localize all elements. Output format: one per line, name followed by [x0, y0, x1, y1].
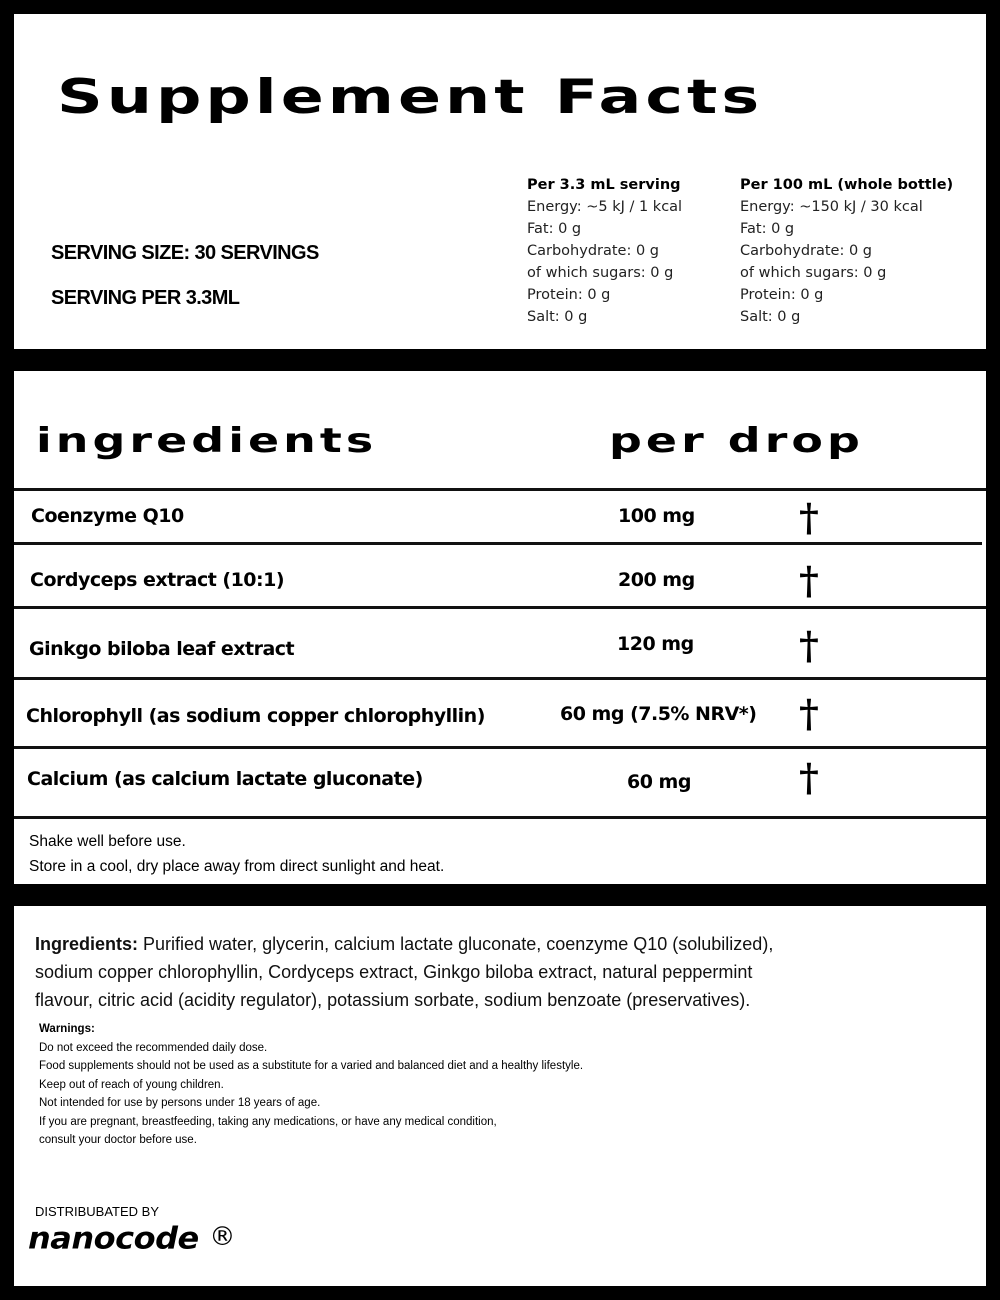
ingredients-table-panel — [14, 371, 986, 884]
dagger-icon: † — [799, 558, 819, 603]
ingredient-name: Cordyceps extract (10:1) — [30, 569, 285, 591]
nutrition-line: of which sugars: 0 g — [740, 265, 887, 281]
dagger-icon: † — [799, 623, 819, 668]
divider — [14, 816, 986, 819]
ingredient-name: Ginkgo biloba leaf extract — [29, 638, 295, 660]
warning-line: Food supplements should not be used as a substitute for a varied and balanced diet and a healthy lifestyle. — [39, 1060, 584, 1072]
warning-line: Do not exceed the recommended daily dose. — [39, 1041, 268, 1054]
col-per-drop: per drop — [609, 421, 864, 461]
dagger-icon: † — [799, 755, 819, 800]
nutrition-per-bottle — [740, 174, 953, 328]
ingredient-name: Calcium (as calcium lactate gluconate) — [27, 768, 423, 790]
warnings — [39, 1020, 583, 1150]
nutrition-heading: Per 3.3 mL serving — [527, 177, 681, 193]
nutrition-line: Carbohydrate: 0 g — [527, 243, 660, 259]
note-line: Shake well before use. — [29, 833, 186, 850]
registered-icon: ® — [209, 1222, 235, 1252]
divider — [14, 488, 986, 491]
ingredient-amount: 120 mg — [617, 633, 694, 655]
warning-line: Not intended for use by persons under 18 years of age. — [39, 1097, 321, 1109]
nutrition-per-serving — [527, 174, 682, 328]
nutrition-line: Protein: 0 g — [527, 287, 611, 303]
note-line: Store in a cool, dry place away from direct sunlight and heat. — [29, 858, 445, 875]
warnings-label: Warnings: — [39, 1023, 95, 1035]
ingredients-line: flavour, citric acid (acidity regulator), potassium sorbate, sodium benzoate (preservatives). — [35, 990, 751, 1010]
nutrition-line: Energy: ~150 kJ / 30 kcal — [740, 199, 923, 215]
ingredients-text — [35, 930, 773, 1014]
ingredients-line: sodium copper chlorophyllin, Cordyceps extract, Ginkgo biloba extract, natural peppermint — [35, 962, 753, 982]
dagger-icon: † — [799, 691, 819, 736]
nutrition-line: Protein: 0 g — [740, 287, 824, 303]
ingredients-line: Purified water, glycerin, calcium lactate gluconate, coenzyme Q10 (solubilized), — [138, 934, 774, 954]
ingredient-amount: 60 mg — [627, 771, 691, 793]
nutrition-heading: Per 100 mL (whole bottle) — [740, 177, 954, 193]
nutrition-line: of which sugars: 0 g — [527, 265, 674, 281]
ingredient-name: Coenzyme Q10 — [31, 505, 184, 527]
warning-line: consult your doctor before use. — [39, 1134, 197, 1146]
serving-per: SERVING PER 3.3ML — [51, 287, 240, 309]
distributed-by: DISTRIBUBATED BY — [35, 1204, 160, 1219]
nutrition-line: Energy: ~5 kJ / 1 kcal — [527, 199, 683, 215]
ingredient-amount: 200 mg — [618, 569, 695, 591]
divider — [14, 746, 986, 749]
ingredient-name: Chlorophyll (as sodium copper chlorophyllin) — [26, 705, 485, 727]
page-title: Supplement Facts — [57, 70, 764, 125]
nutrition-line: Salt: 0 g — [527, 309, 588, 325]
divider — [14, 606, 986, 609]
facts-panel — [14, 14, 986, 349]
dagger-icon: † — [799, 495, 819, 540]
usage-notes — [29, 829, 444, 879]
ingredients-label: Ingredients: — [35, 934, 139, 954]
nutrition-line: Fat: 0 g — [740, 221, 795, 237]
brand-logo — [28, 1219, 235, 1257]
warning-line: Keep out of reach of young children. — [39, 1078, 224, 1091]
ingredient-amount: 60 mg (7.5% NRV*) — [560, 703, 757, 725]
serving-size: SERVING SIZE: 30 SERVINGS — [51, 242, 319, 264]
nutrition-line: Fat: 0 g — [527, 221, 582, 237]
divider — [14, 677, 986, 680]
nutrition-line: Salt: 0 g — [740, 309, 801, 325]
nutrition-line: Carbohydrate: 0 g — [740, 243, 873, 259]
brand-name: nanocode — [28, 1219, 199, 1257]
col-ingredients: ingredients — [36, 421, 378, 461]
ingredients-warnings-panel — [14, 906, 986, 1286]
warning-line: If you are pregnant, breastfeeding, taking any medications, or have any medical condition, — [39, 1115, 497, 1128]
ingredient-amount: 100 mg — [618, 505, 695, 527]
divider — [14, 542, 982, 545]
